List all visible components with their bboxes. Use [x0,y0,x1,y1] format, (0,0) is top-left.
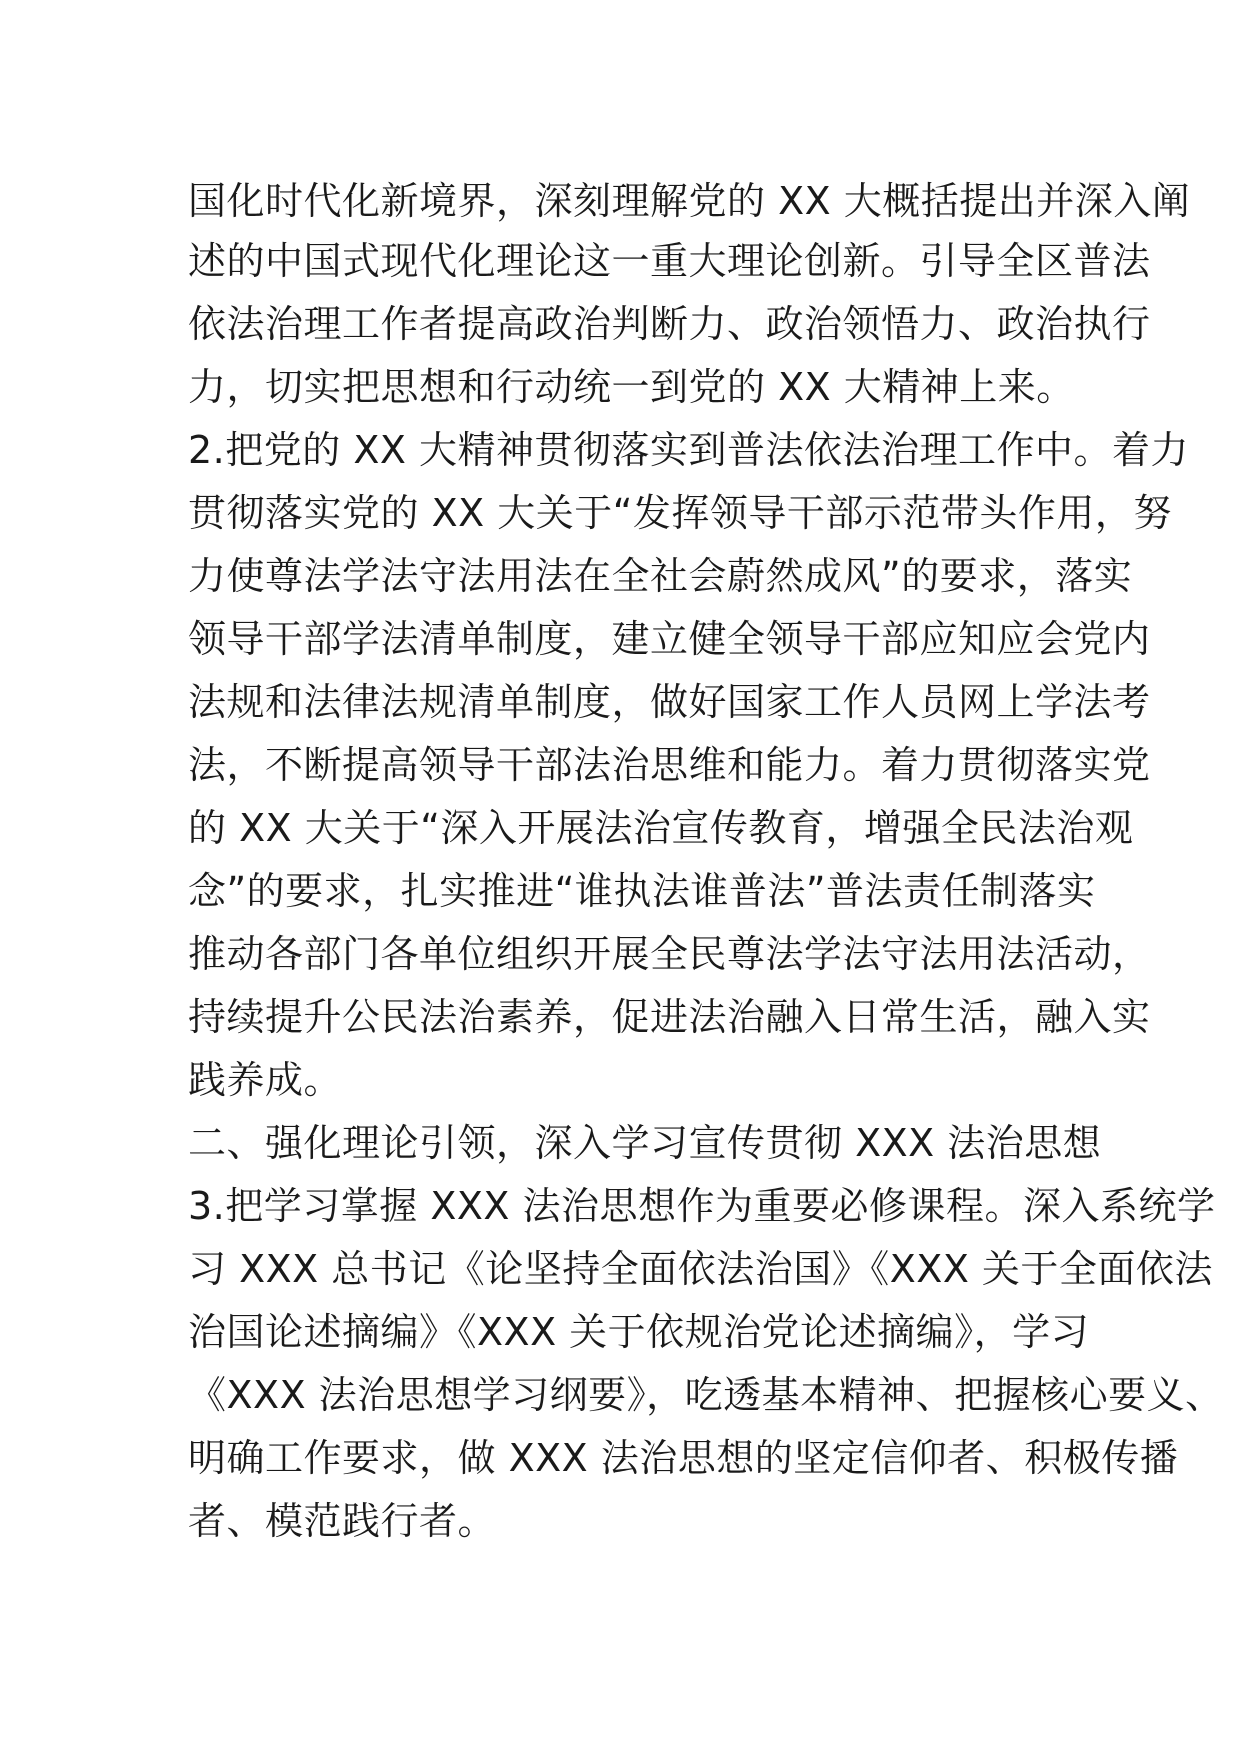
text-line-6: 贯彻落实党的 XX 大关于“发挥领导干部示范带头作用，努 [188,491,1172,535]
text-line-22: 者、模范践行者。 [188,1499,497,1543]
text-line-9: 法规和法律法规清单制度，做好国家工作人员网上学法考 [188,680,1151,724]
text-line-15: 践养成。 [188,1058,343,1102]
text-line-20: 《XXX 法治思想学习纲要》，吃透基本精神、把握核心要义、 [188,1373,1224,1417]
section-heading: 二、强化理论引领，深入学习宣传贯彻 XXX 法治思想 [188,1121,1102,1165]
text-line-18: 习 XXX 总书记《论坚持全面依法治国》《XXX 关于全面依法 [188,1247,1213,1291]
text-line-8: 领导干部学法清单制度，建立健全领导干部应知应会党内 [188,617,1151,661]
text-line-19: 治国论述摘编》《XXX 关于依规治党论述摘编》，学习 [188,1310,1090,1354]
text-line-10: 法，不断提高领导干部法治思维和能力。着力贯彻落实党 [188,743,1151,787]
text-line-14: 持续提升公民法治素养，促进法治融入日常生活，融入实 [188,995,1151,1039]
text-line-12: 念”的要求，扎实推进“谁执法谁普法”普法责任制落实 [188,869,1096,913]
text-line-4: 力，切实把思想和行动统一到党的 XX 大精神上来。 [188,365,1075,409]
text-line-7: 力使尊法学法守法用法在全社会蔚然成风”的要求，落实 [188,554,1133,598]
text-line-3: 依法治理工作者提高政治判断力、政治领悟力、政治执行 [188,302,1151,346]
text-line-11: 的 XX 大关于“深入开展法治宣传教育，增强全民法治观 [188,806,1134,850]
text-line-2: 述的中国式现代化理论这一重大理论创新。引导全区普法 [188,239,1151,283]
text-line-17: 3.把学习掌握 XXX 法治思想作为重要必修课程。深入系统学 [188,1184,1216,1228]
text-line-5: 2.把党的 XX 大精神贯彻落实到普法依法治理工作中。着力 [188,428,1189,472]
text-line-13: 推动各部门各单位组织开展全民尊法学法守法用法活动， [188,932,1151,976]
text-line-21: 明确工作要求，做 XXX 法治思想的坚定信仰者、积极传播 [188,1436,1179,1480]
text-line-1: 国化时代化新境界，深刻理解党的 XX 大概括提出并深入阐 [188,179,1191,223]
